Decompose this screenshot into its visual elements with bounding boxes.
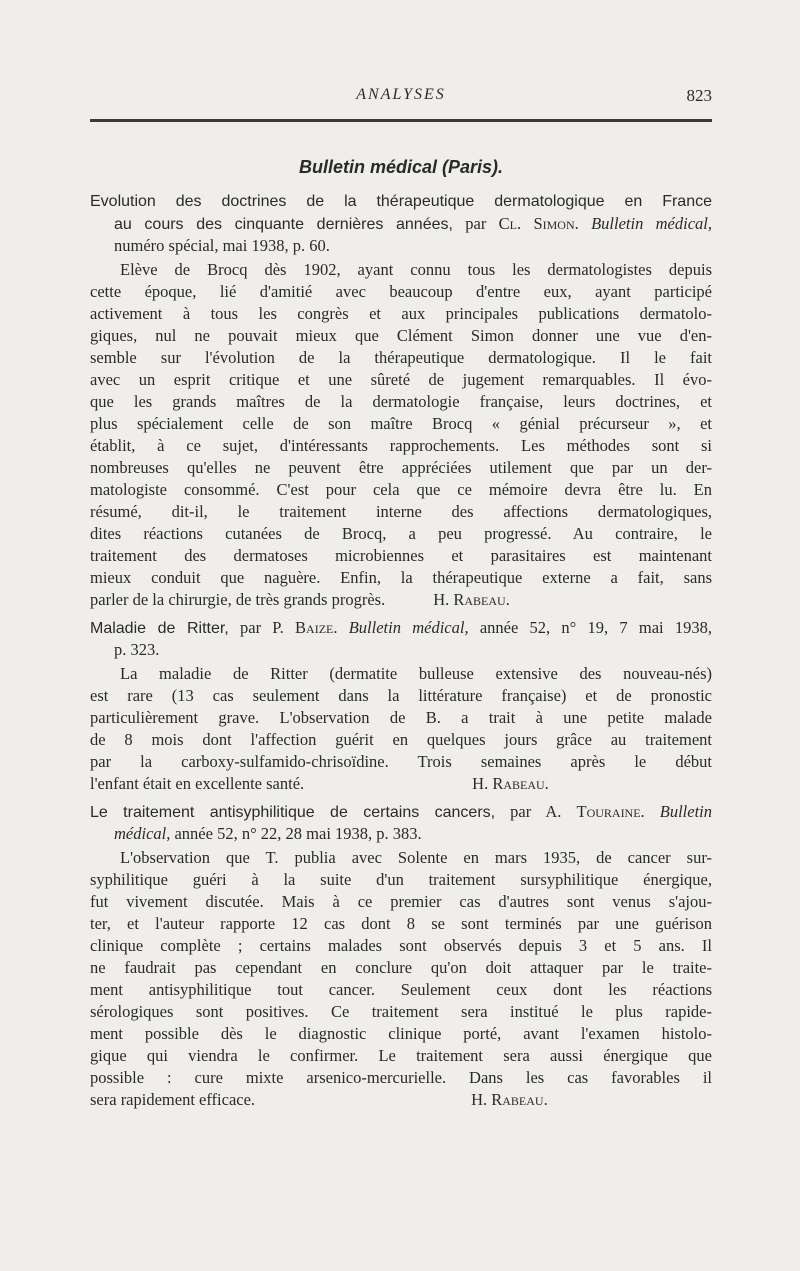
article3-text-line: clinique complète ; certains malades sont observés depuis 3 et 5 ans. Il xyxy=(90,936,712,955)
article1-last-line: parler de la chirurgie, de très grands progrès. H. Rabeau. xyxy=(90,590,510,609)
article1-text-line: dites réactions cutanées de Brocq, a peu progressé. Au contraire, le xyxy=(90,524,712,543)
article1-text-line: giques, nul ne pouvait mieux que Clément Simon donner une vue d'en- xyxy=(90,326,712,345)
article1-text-line: mieux conduit que naguère. Enfin, la thérapeutique externe a fait, sans xyxy=(90,568,712,587)
article3-text-line: ment antisyphilitique tout cancer. Seulement ceux dont les réactions xyxy=(90,980,712,999)
article3-title-line: Le traitement antisyphilitique de certains cancers, par A. Touraine. Bulletin xyxy=(90,802,712,821)
section-title: Bulletin médical (Paris). xyxy=(298,157,504,177)
article3-text-line: syphilitique guéri à la suite d'un traitement sursyphilitique énergique, xyxy=(90,870,712,889)
article2-text-line: de 8 mois dont l'affection guérit en quelques jours grâce au traitement xyxy=(90,730,712,749)
running-head xyxy=(90,86,712,110)
article1-text-line: matologiste consommé. C'est pour cela que ce mémoire devra être lu. En xyxy=(90,480,712,499)
article1-text-line: avec un esprit critique et une sûreté de jugement remarquables. Il évo- xyxy=(90,370,712,389)
article1-title-line2: au cours des cinquante dernières années, par Cl. Simon. Bulletin médical, xyxy=(114,214,712,233)
article1-text-line: cette époque, lié d'amitié avec beaucoup d'entre eux, ayant participé xyxy=(90,282,712,301)
article3-text-line: gique qui viendra le confirmer. Le traitement sera aussi énergique que xyxy=(90,1046,712,1065)
article1-text-line: résumé, dit-il, le traitement interne des affections dermatologiques, xyxy=(90,502,712,521)
article2-text-line: par la carboxy-sulfamido-chrisoïdine. Trois semaines après le début xyxy=(90,752,712,771)
article1-ref: numéro spécial, mai 1938, p. 60. xyxy=(114,236,330,255)
article3-signature: H. Rabeau. xyxy=(471,1090,548,1109)
article1-title-line1: Evolution des doctrines de la thérapeutique dermatologique en France xyxy=(90,193,712,210)
article3-text-line: ne faudrait pas cependant en conclure qu'on doit attaquer par le traite- xyxy=(90,958,712,977)
article1-text-line: nombreuses qu'elles ne peuvent être appréciées utilement que par un der- xyxy=(90,458,712,477)
article1-text-line: plus spécialement celle de son maître Brocq « génial précurseur », et xyxy=(90,414,712,433)
article3-text-line: possible : cure mixte arsenico-mercurielle. Dans les cas favorables il xyxy=(90,1068,712,1087)
article1-text-line: activement à tous les congrès et aux principales publications dermatolo- xyxy=(90,304,712,323)
article2-text-line: particulièrement grave. L'observation de B. a trait à une petite malade xyxy=(90,708,712,727)
article3-text-line: L'observation que T. publia avec Solente en mars 1935, de cancer sur- xyxy=(120,848,712,867)
article3-ref: médical, année 52, n° 22, 28 mai 1938, p. 383. xyxy=(114,824,422,843)
article3-last-line: sera rapidement efficace. H. Rabeau. xyxy=(90,1090,548,1109)
article1-text-line: semble sur l'évolution de la thérapeutique dermatologique. Il le fait xyxy=(90,348,712,367)
article2-ref: p. 323. xyxy=(114,640,160,659)
article1-text-line: que les grands maîtres de la dermatologie française, leurs doctrines, et xyxy=(90,392,712,411)
article2-text-line: La maladie de Ritter (dermatite bulleuse extensive des nouveau-nés) xyxy=(120,664,712,683)
article2-text-line: est rare (13 cas seulement dans la littérature française) et de pronostic xyxy=(90,686,712,705)
article1-text-line: traitement des dermatoses microbiennes et parasitaires est maintenant xyxy=(90,546,712,565)
article3-text-line: ment possible dès le diagnostic clinique porté, avant l'examen histolo- xyxy=(90,1024,712,1043)
article2-title-line: Maladie de Ritter, par P. Baize. Bulletin médical, année 52, n° 19, 7 mai 1938, xyxy=(90,618,712,637)
article3-text-line: sérologiques sont positives. Ce traitement sera institué le plus rapide- xyxy=(90,1002,712,1021)
article3-text-line: fut vivement discutée. Mais à ce premier cas d'autres sont venus s'ajou- xyxy=(90,892,712,911)
article1-signature: H. Rabeau. xyxy=(433,590,510,609)
running-title: ANALYSES xyxy=(356,86,446,103)
article1-text-line: établit, à ce sujet, d'intéressants rapprochements. Les méthodes sont si xyxy=(90,436,712,455)
article2-last-line: l'enfant était en excellente santé. H. Rabeau. xyxy=(90,774,549,793)
article1-text-line: Elève de Brocq dès 1902, ayant connu tous les dermatologistes depuis xyxy=(120,260,712,279)
header-rule xyxy=(90,119,712,122)
article2-signature: H. Rabeau. xyxy=(472,774,549,793)
article3-text-line: ter, et l'auteur rapporte 12 cas dont 8 se sont terminés par une guérison xyxy=(90,914,712,933)
page-number: 823 xyxy=(686,86,712,105)
